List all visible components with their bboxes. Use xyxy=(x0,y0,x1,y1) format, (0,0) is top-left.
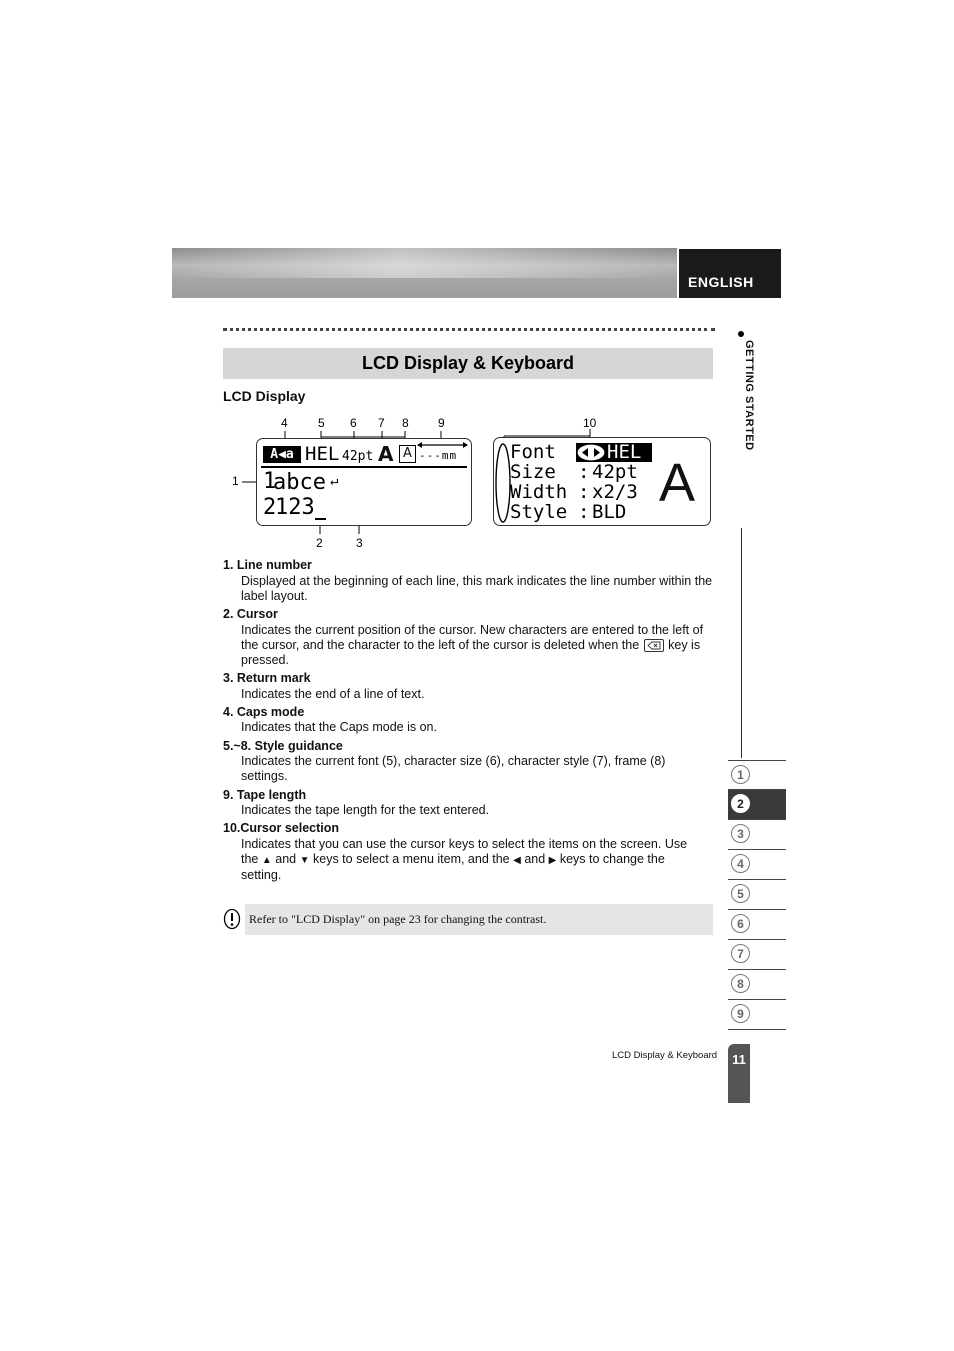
menu-label-font: Font xyxy=(510,441,556,463)
item-title-tape-length: 9. Tape length xyxy=(223,788,307,802)
cursor-desc-end: key is pressed. xyxy=(241,638,701,667)
menu-value-font: HEL xyxy=(607,441,642,463)
cursor-selection-line-2 xyxy=(241,852,713,868)
item-body-cursor xyxy=(241,623,713,668)
menu-label-width: Width xyxy=(510,481,568,503)
caution-icon xyxy=(223,908,241,930)
cursor-selection-the: the xyxy=(241,852,259,866)
item-body-style-guidance: Indicates the current font (5), character size (6), character style (7), frame (8) settings. xyxy=(241,754,666,783)
chapter-number: 2 xyxy=(731,794,750,813)
callout-8: 8 xyxy=(402,416,409,430)
callout-10: 10 xyxy=(583,416,597,430)
font-indicator: HEL xyxy=(305,443,340,465)
item-body-line-number: Displayed at the beginning of each line, this mark indicates the line number within the label layout. xyxy=(241,574,713,603)
side-vertical-line xyxy=(741,528,742,758)
callout-3: 3 xyxy=(356,536,363,550)
chapter-tab-2[interactable] xyxy=(728,790,786,820)
chapter-tab-6[interactable] xyxy=(728,910,786,940)
section-title-box xyxy=(223,348,713,379)
chapter-number: 1 xyxy=(731,765,750,784)
callout-9: 9 xyxy=(438,416,445,430)
section-title: LCD Display & Keyboard xyxy=(361,353,575,373)
item-title-cursor: 2. Cursor xyxy=(223,607,278,621)
item-title-style-guidance: 5.~8. Style guidance xyxy=(223,739,343,753)
chapter-tab-3[interactable] xyxy=(728,820,786,850)
chapter-number: 3 xyxy=(731,824,750,843)
lcd-screen-right xyxy=(493,437,711,526)
subsection-title: LCD Display xyxy=(223,388,306,404)
menu-value-size: 42pt xyxy=(592,461,638,483)
cursor-desc-text: Indicates the current position of the cursor. New characters are entered to the left of the cursor, and the character to the left of the cursor is deleted when the xyxy=(241,623,704,652)
chapter-number: 4 xyxy=(731,854,750,873)
chapter-number: 7 xyxy=(731,944,750,963)
cursor-selection-mid: keys to select a menu item, and the xyxy=(313,852,510,866)
return-mark: ↵ xyxy=(330,473,339,489)
text-line-1: abce xyxy=(273,470,326,495)
frame-indicator: A xyxy=(399,445,416,463)
callout-7: 7 xyxy=(378,416,385,430)
bullet-icon xyxy=(737,330,745,338)
chapter-tab-5[interactable] xyxy=(728,880,786,910)
line-number-mark-2: 2 xyxy=(263,495,277,520)
up-arrow-icon: ▲ xyxy=(261,855,272,866)
item-body-caps-mode: Indicates that the Caps mode is on. xyxy=(241,720,437,734)
menu-value-width: x2/3 xyxy=(592,481,638,503)
dotted-divider xyxy=(223,328,715,331)
chapter-number: 9 xyxy=(731,1004,750,1023)
note-text: Refer to "LCD Display" on page 23 for changing the contrast. xyxy=(249,912,547,926)
backspace-key-icon xyxy=(644,639,664,652)
cursor xyxy=(315,518,326,520)
right-arrow-icon: ▶ xyxy=(548,855,557,866)
callout-2: 2 xyxy=(316,536,323,550)
down-arrow-icon: ▼ xyxy=(299,855,310,866)
cursor-selection-line-1: Indicates that you can use the cursor keys to select the items on the screen. Use xyxy=(241,837,688,851)
header-band xyxy=(172,248,677,298)
cursor-selection-and-2: and xyxy=(524,852,546,866)
item-title-cursor-selection: 10.Cursor selection xyxy=(223,821,340,835)
menu-label-size: Size xyxy=(510,461,556,483)
text-line-2: 123 xyxy=(275,495,315,520)
caps-mode-indicator: A◀a xyxy=(263,446,301,463)
menu-label-style: Style xyxy=(510,501,568,523)
menu-value-style: BLD xyxy=(592,501,627,523)
side-section-label: GETTING STARTED xyxy=(743,340,755,451)
chapter-tab-8[interactable] xyxy=(728,970,786,1000)
chapter-number: 6 xyxy=(731,914,750,933)
callout-6: 6 xyxy=(350,416,357,430)
chapter-tab-1[interactable] xyxy=(728,760,786,790)
status-divider xyxy=(261,466,467,468)
cursor-selection-and-1: and xyxy=(275,852,297,866)
item-body-cursor-selection xyxy=(241,837,713,883)
callout-4: 4 xyxy=(281,416,288,430)
menu-colon-size: : xyxy=(578,461,590,483)
menu-colon-style: : xyxy=(578,501,590,523)
tape-length-indicator: ---mm xyxy=(419,449,458,462)
chapter-number: 8 xyxy=(731,974,750,993)
chapter-tab-4[interactable] xyxy=(728,850,786,880)
callout-1: 1 xyxy=(232,474,239,488)
callout-5: 5 xyxy=(318,416,325,430)
item-body-return-mark: Indicates the end of a line of text. xyxy=(241,687,425,701)
chapter-tab-9[interactable] xyxy=(728,1000,786,1030)
language-tab xyxy=(679,249,781,298)
selection-arrows-icon xyxy=(576,443,606,462)
item-title-return-mark: 3. Return mark xyxy=(223,671,311,685)
lcd-screen-left xyxy=(256,438,472,526)
chapter-tab-7[interactable] xyxy=(728,940,786,970)
tape-length-arrow xyxy=(417,441,469,449)
page-number: 11 xyxy=(728,1044,750,1103)
style-indicator: A xyxy=(378,442,394,466)
item-title-caps-mode: 4. Caps mode xyxy=(223,705,305,719)
cursor-selection-line-3: setting. xyxy=(241,868,282,882)
menu-colon-width: : xyxy=(578,481,590,503)
item-body-tape-length: Indicates the tape length for the text entered. xyxy=(241,803,490,817)
left-arrow-icon: ◀ xyxy=(513,855,521,866)
language-label: ENGLISH xyxy=(688,273,754,290)
cursor-selection-end: keys to change the xyxy=(559,852,665,866)
line-number-mark-1: 1 xyxy=(263,469,277,494)
item-title-line-number: 1. Line number xyxy=(223,558,312,572)
preview-letter: A xyxy=(659,453,696,513)
size-indicator: 42pt xyxy=(342,449,374,464)
footer-section-name: LCD Display & Keyboard xyxy=(612,1050,718,1061)
chapter-number: 5 xyxy=(731,884,750,903)
